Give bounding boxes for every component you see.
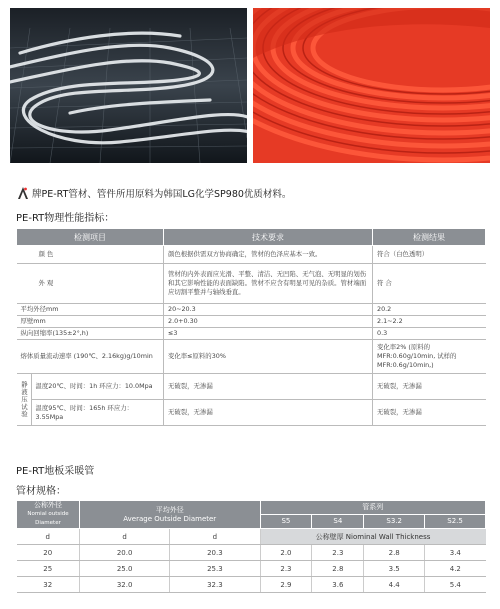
row-req: 无破裂，无渗漏: [164, 374, 373, 400]
cell: 20: [17, 545, 80, 561]
series-label: S3.2: [364, 515, 425, 529]
hydro-label: 静液压试验: [17, 374, 32, 426]
table-row: [17, 561, 486, 577]
table-row: [17, 374, 486, 400]
table-row: [17, 328, 486, 340]
spec-table: [16, 500, 486, 593]
row-result: 20.2: [373, 304, 486, 316]
cell: 2.9: [260, 577, 312, 593]
intro-text: 牌PE-RT管材、管件所用原料为韩国LG化学SP980优质材料。: [32, 189, 292, 200]
row-req: 颜色根据供需双方协商确定，管材的色泽应基本一致。: [164, 246, 373, 264]
cell: 2.8: [312, 561, 364, 577]
table-row: [17, 545, 486, 561]
cell: 20.3: [170, 545, 260, 561]
row-req: 管材的内外表面应光滑、平整、清洁、无凹陷、无气泡、无明显的划伤和其它影响性能的表面缺陷。管材不应含有明显可见的杂质。管材端面应切割平整并与轴线垂直。: [164, 264, 373, 304]
cell: 25: [17, 561, 80, 577]
red-pipe-coil-photo: [253, 8, 490, 163]
cell: 2.3: [260, 561, 312, 577]
physical-title: PE-RT物理性能指标：: [16, 213, 115, 224]
header-series: 管系列: [260, 501, 486, 515]
row-item: 纵向回缩率(135±2°,h): [17, 328, 164, 340]
header-item: 检测项目: [17, 229, 164, 246]
row-item: 温度95℃、时间：165h 环应力：3.55Mpa: [31, 400, 164, 426]
table-row: [17, 340, 486, 374]
cell: 3.6: [312, 577, 364, 593]
cell: 2.8: [364, 545, 425, 561]
cell: 4.4: [364, 577, 425, 593]
row-req: ≤3: [164, 328, 373, 340]
row-result: 无破裂，无渗漏: [373, 400, 486, 426]
series-label: S2.5: [425, 515, 486, 529]
cell: 20.0: [80, 545, 170, 561]
table-row: [17, 577, 486, 593]
spec-d-row: [17, 529, 486, 545]
series-label: S4: [312, 515, 364, 529]
cell: 32: [17, 577, 80, 593]
cell: 4.2: [425, 561, 486, 577]
row-req: 2.0+0.30: [164, 316, 373, 328]
row-result: 2.1~2.2: [373, 316, 486, 328]
floor-heating-photo: [10, 8, 247, 163]
spec-header-row: [17, 501, 486, 515]
intro-line: [16, 186, 291, 200]
row-item: 温度20℃、时间：1h 环应力：10.0Mpa: [31, 374, 164, 400]
header-nominal-en: Nomial outside Diameter: [27, 511, 69, 526]
table-row: [17, 264, 486, 304]
header-nominal: [17, 501, 80, 529]
row-req: 20~20.3: [164, 304, 373, 316]
cell: 25.0: [80, 561, 170, 577]
series-label: S5: [260, 515, 312, 529]
row-result: 0.3: [373, 328, 486, 340]
section-title-spec: 管材规格：: [16, 486, 66, 497]
header-nominal-cn: 公称外径: [34, 501, 62, 509]
cell: 3.5: [364, 561, 425, 577]
cell: 5.4: [425, 577, 486, 593]
wall-thickness-label: 公称壁厚 Niominal Wall Thickness: [260, 529, 486, 545]
row-item: 外 观: [17, 264, 164, 304]
table-row: [17, 400, 486, 426]
d-label: d: [17, 529, 80, 545]
d-label: d: [170, 529, 260, 545]
table-row: [17, 246, 486, 264]
row-item: 平均外径mm: [17, 304, 164, 316]
cell: 32.3: [170, 577, 260, 593]
cell: 2.0: [260, 545, 312, 561]
cell: 2.3: [312, 545, 364, 561]
header-avg-cn: 平均外径: [155, 505, 184, 514]
section-title-floor-heating: PE-RT地板采暖管: [16, 466, 95, 477]
header-result: 检测结果: [373, 229, 486, 246]
row-item: 颜 色: [17, 246, 164, 264]
table-row: [17, 316, 486, 328]
header-avg-en: Average Outside Diameter: [123, 514, 217, 523]
d-label: d: [80, 529, 170, 545]
header-req: 技术要求: [164, 229, 373, 246]
row-req: 变化率≤原料的30%: [164, 340, 373, 374]
row-result: 符 合: [373, 264, 486, 304]
physical-table: [16, 228, 486, 426]
header-avg: [80, 501, 261, 529]
row-item: 厚壁mm: [17, 316, 164, 328]
row-result: 符合（白色透明）: [373, 246, 486, 264]
product-photos: [10, 8, 490, 163]
brand-logo-icon: [16, 186, 30, 200]
row-req: 无破裂，无渗漏: [164, 400, 373, 426]
cell: 32.0: [80, 577, 170, 593]
row-item: 熔体质量流动速率 (190℃、2.16kg)g/10min: [17, 340, 164, 374]
row-result: 变化率2% (原料的MFR:0.60g/10min, 试样的MFR:0.6g/10min,): [373, 340, 486, 374]
cell: 25.3: [170, 561, 260, 577]
row-result: 无破裂，无渗漏: [373, 374, 486, 400]
physical-header-row: [17, 229, 486, 246]
table-row: [17, 304, 486, 316]
cell: 3.4: [425, 545, 486, 561]
